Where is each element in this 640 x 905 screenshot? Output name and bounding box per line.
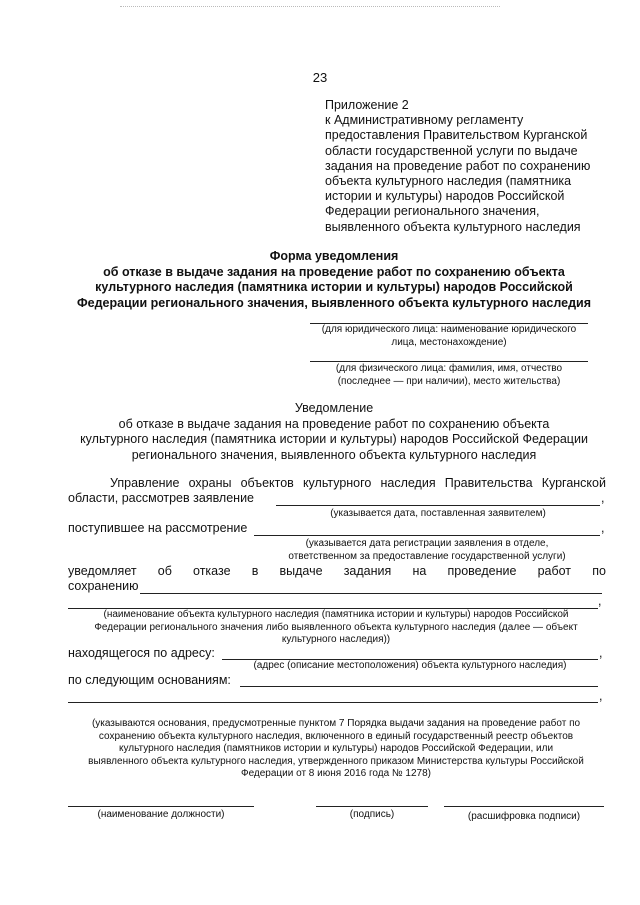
registration-date-caption: (указывается дата регистрации заявления в отделе, ответственном за предоставление государственной услуги): [288, 538, 566, 562]
comma: ,: [599, 689, 603, 703]
body-line-5: сохранению: [68, 579, 139, 593]
individual-field[interactable]: [310, 361, 588, 362]
appendix-line: задания на проведение работ по сохранению: [325, 158, 591, 173]
page-number: 23: [312, 70, 328, 85]
body-line-4: уведомляет об отказе в выдаче задания на проведение работ по: [68, 564, 606, 578]
address-caption: (адрес (описание местоположения) объекта культурного наследия): [253, 660, 567, 671]
name-caption: (расшифровка подписи): [467, 811, 581, 822]
body-line-1: Управление охраны объектов культурного наследия Правительства Курганской: [110, 476, 606, 490]
appendix-line: объекта культурного наследия (памятника: [325, 174, 572, 189]
form-title-line: культурного наследия (памятника истории и культуры) народов Российской: [95, 280, 573, 294]
appendix-heading: [325, 98, 625, 235]
body-line-2: области, рассмотрев заявление: [68, 491, 255, 505]
registration-date-field[interactable]: [254, 535, 600, 536]
individual-caption: (для физического лица: фамилия, имя, отчество (последнее — при наличии), место жительства): [335, 363, 563, 387]
notice-title-line: регионального значения, выявленного объекта культурного наследия: [131, 447, 537, 462]
legal-entity-caption: (для юридического лица: наименование юридического лица, местонахождение): [321, 324, 577, 348]
notice-title-line: Уведомление: [294, 401, 374, 415]
comma: ,: [601, 521, 605, 535]
appendix-line: Приложение 2: [325, 98, 409, 112]
application-date-field[interactable]: [276, 505, 600, 506]
notice-title: [60, 401, 608, 463]
form-title-line: Форма уведомления: [269, 249, 399, 263]
appendix-line: предоставления Правительством Курганской: [325, 128, 588, 143]
address-label: находящегося по адресу:: [68, 646, 215, 660]
scan-artifact-line: [120, 6, 500, 7]
appendix-line: Федерации регионального значения,: [325, 204, 540, 219]
comma: ,: [601, 491, 605, 505]
appendix-line: истории и культуры) народов Российской: [325, 189, 565, 204]
form-title-line: Федерации регионального значения, выявленного объекта культурного наследия: [77, 295, 591, 310]
appendix-line: выявленного объекта культурного наследия: [325, 219, 581, 234]
object-name-caption: (наименование объекта культурного наследия (памятника истории и культуры) народов Российской Федерации регионального значения либо выявленного объекта культурного наследия (далее — объект культурного наследия)): [94, 609, 578, 645]
object-name-field-1[interactable]: [140, 593, 602, 594]
signature-caption: (подпись): [349, 809, 395, 820]
grounds-caption: (указываются основания, предусмотренные пунктом 7 Порядка выдачи задания на проведение работ по сохранению объекта культурного наследия, включенного в единый государственный реестр объектов культурного наследия (памятников истории и культуры) народов Российской Федерации, или выявленного объекта культурного наследия, утвержденного приказом Министерства культуры Российской Федерации от 8 июня 2016 года № 1278): [88, 718, 584, 779]
comma: ,: [599, 646, 603, 660]
appendix-line: области государственной услуги по выдаче: [325, 143, 578, 158]
appendix-line: к Административному регламенту: [325, 113, 524, 128]
grounds-label: по следующим основаниям:: [68, 673, 231, 687]
notice-title-line: культурного наследия (памятника истории и культуры) народов Российской Федерации: [80, 432, 588, 446]
signature-field[interactable]: [316, 806, 428, 807]
position-field[interactable]: [68, 806, 254, 807]
grounds-field-2[interactable]: [68, 702, 598, 703]
form-title: [60, 249, 608, 311]
application-date-caption: (указывается дата, поставленная заявителем): [330, 508, 546, 519]
name-field[interactable]: [444, 806, 604, 807]
notice-title-line: об отказе в выдаче задания на проведение работ по сохранению объекта: [118, 416, 550, 431]
comma: ,: [598, 594, 602, 608]
body-line-3: поступившее на рассмотрение: [68, 521, 248, 535]
grounds-field-1[interactable]: [240, 686, 598, 687]
form-title-line: об отказе в выдаче задания на проведение работ по сохранению объекта: [103, 264, 565, 279]
position-caption: (наименование должности): [97, 809, 225, 820]
